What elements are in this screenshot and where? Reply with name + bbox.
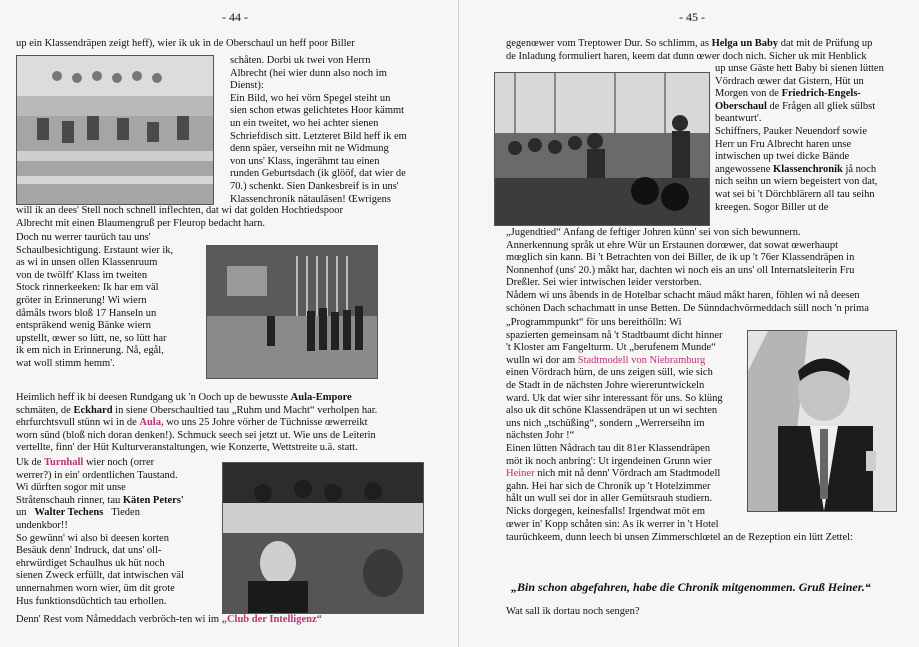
text-line: werrer?) in ein' ordentlichen Taustand. — [16, 469, 178, 481]
text-line — [506, 468, 744, 481]
club-photo — [222, 462, 424, 614]
klassenchronik-label: Klassenchronik — [773, 163, 843, 175]
text-line: Hus funktionsdüchtich tau erhollen. — [16, 595, 167, 607]
text-line: un ein tweitet, wo hei achter sienen — [230, 117, 379, 129]
text-span: Heimlich heff ik bi deesen Rundgang uk 'n Ooch up de bewusste — [16, 392, 291, 403]
text-block — [506, 38, 912, 63]
stadtmodell-label: Stadtmodell von Niebramburg — [577, 354, 706, 366]
text-line: 70.) schenkt. Sien Dankesbreif is in uns' — [230, 180, 399, 192]
text-span: ehrfurchtsvull stünn wi in de — [16, 417, 140, 429]
oberschaul-label: Oberschaul — [715, 100, 767, 112]
text-line: Schiffners, Pauker Neuendorf sowie — [715, 125, 868, 137]
text-line: Vördrach œwer dat Gistern, Hüt un — [715, 75, 864, 87]
text-line: vertellte, finn' der Hüt Kulturveranstaltungen, wie Konzerte, Wettstreite u.ä. statt. — [16, 442, 358, 454]
text-span: wo uns 25 Johre vörher de Tüchnisse œwerreikt — [163, 417, 368, 429]
text-line: Albrecht mit einen Blaumengruß per Fleurop bedacht harn. — [16, 217, 266, 229]
text-span: gegenœwer vom Treptower Dur. So schlimm, as — [506, 38, 712, 49]
text-line: denn späer, verseihn mit ne Widmung — [230, 143, 389, 155]
text-span: Uk de — [16, 457, 44, 468]
text-line: Klassenchronik nätauläsen! Œwrigens — [230, 193, 391, 205]
text-line: schönen Dach schachmatt in unse Betten. De Sünndachvörmeddach süll noch 'n prima — [506, 302, 869, 314]
turnhall-label: Turnhall — [44, 457, 84, 468]
portrait-photo — [747, 330, 897, 512]
text-line: also uk dit schöne Klassendräpen ut un wi sechten — [506, 405, 718, 417]
text-line: Dienst): — [230, 80, 264, 92]
text-line: Schaulbesichtigung. Erstaunt wier ik, — [16, 244, 174, 256]
text-line: spazierten gemeinsam nå 't Stadtbaumt dicht hinner — [506, 329, 723, 341]
text-line: kreegen. Sogor Biller ut de — [715, 201, 829, 213]
text-line: Wi dürften sogor mit unse — [16, 482, 126, 494]
text-line — [506, 38, 912, 51]
text-block — [506, 227, 912, 315]
text-line: einen Vördrach hürn, de uns zeigen süll, wie sich — [506, 367, 713, 379]
text-line: entspräkend wenig Bänke wiern — [16, 320, 151, 332]
text-line: beantwurt'. — [715, 113, 762, 125]
text-line: Dreßler. Sei wier intwischen leider verstorben. — [506, 277, 702, 289]
text-line: will ik an dees' Stell noch schnell inflechten, dat wi dat golden Hochtiedspoor — [16, 205, 344, 216]
text-span: in siene Oberschaultied tau „Ruhm und Macht“ verholpen har. — [112, 404, 378, 416]
text-line — [715, 101, 913, 114]
text-line: 't Kloster am Fangelturm. Ut „berufenem Munde“ — [506, 342, 716, 354]
text-column — [715, 63, 913, 214]
walter-techens-label: Walter Techens — [34, 507, 104, 519]
text-line: „Jugendtied“ Anfang de feftiger Johren künn' sei von sich bewunnern. — [506, 227, 801, 238]
aula-empore-label: Aula-Empore — [290, 392, 352, 403]
text-line: gröter in Erinnerung! Wi wiern — [16, 294, 147, 306]
text-line: Einen lütten Nådrach tau dit 81er Klassendräpen — [506, 442, 711, 454]
text-line — [16, 614, 446, 627]
text-line — [16, 417, 446, 430]
text-line: upstellt, œwer so lütt, ne, so lütt har — [16, 332, 167, 344]
text-line — [16, 405, 446, 418]
text-line — [715, 88, 913, 101]
left-page — [0, 0, 459, 647]
page-number: - 44 - — [222, 10, 248, 24]
text-line: Besäuk denn' Indruck, dat uns' oll- — [16, 545, 162, 557]
friedrich-engels-label: Friedrich-Engels- — [781, 88, 861, 100]
text-line: Herr un Fru Albrecht haren unse — [715, 138, 852, 150]
text-line: Albrecht (hei wier dunn also noch im — [230, 67, 387, 79]
aula-photo — [206, 245, 378, 379]
text-line: Doch nu werrer taurüch tau uns' — [16, 232, 151, 243]
katen-peters-label: Käten Peters' — [122, 494, 184, 506]
text-line: as wi in unsen ollen Klassenruum — [16, 257, 158, 269]
aula-label: Aula, — [139, 417, 164, 429]
text-span: dat mit de Prüfung up — [778, 38, 873, 49]
club-label: „Club der Intelligenz“ — [221, 614, 322, 625]
paragraph-line: up ein Klassendräpen zeigt heff), wier ik uk in de Oberschaul un heff poor Biller — [16, 38, 355, 49]
text-line: Ein Bild, wo hei vörn Spegel steiht un — [230, 92, 391, 104]
text-line: sien schon etwas gelichtetes Hoor kämmt — [230, 105, 405, 117]
reunion-photo — [494, 72, 710, 226]
text-line — [16, 392, 446, 405]
text-column — [230, 55, 446, 206]
text-line: Nonnenhof (uns' 20.) måkt har, dachten wi noch eis an uns' oll Internatsleiterin Fru — [506, 264, 855, 276]
text-line: taurüchkeem, dunn leech bi unsen Zimmerschlœtel an de Rezeption ein lütt Zettel: — [506, 531, 853, 543]
text-line: möt ik noch anbring': Ut irgendeinen Grunn wier — [506, 455, 712, 467]
text-line — [16, 457, 216, 470]
text-line: Stock rinnerkeeken: Ik har em väl — [16, 282, 159, 294]
text-line: dåmåls twors bloß 17 Hanseln un — [16, 307, 157, 319]
text-column — [16, 457, 216, 608]
text-line: œwer in' Kopp schåten sin: As ik werrer in 't Hotel — [506, 519, 719, 530]
text-block — [16, 205, 446, 230]
text-line: Schriefdisch sitt. Letzteret Bild heff ik em — [230, 130, 407, 142]
text-span: de Frågen all gliek sülbst — [766, 100, 876, 112]
text-span: jå noch — [842, 163, 877, 175]
text-span: wulln wi dor am — [506, 354, 578, 366]
text-line — [715, 164, 913, 177]
text-line: sienen Zweck erfüllt, dat intwischen väl — [16, 570, 184, 582]
text-line — [506, 355, 744, 368]
text-span: Denn' Rest vom Nåmeddach verbröch-ten wi im — [16, 614, 222, 625]
heiner-quote: „Bin schon abgefahren, habe die Chronik mitgenommen. Gruß Heiner.“ — [511, 580, 871, 594]
text-line: Nicks dorgegen, keinesfalls! Irgendwat möt em — [506, 505, 706, 517]
text-column — [16, 232, 198, 371]
text-line: de Stadt in de nächsten Johre wiereruntwickeln — [506, 379, 705, 391]
text-line: wat sei bi 't Dörchblärern all tau seihn — [715, 188, 875, 200]
text-line: runden Geburtsdach (ik glööf, dat wier de — [230, 168, 406, 180]
text-column — [506, 317, 744, 519]
text-line: up unse Gäste hett Baby bi sienen lütten — [715, 63, 884, 74]
text-line: unnernahmen worn wier, üm dit grote — [16, 582, 175, 594]
text-line — [16, 507, 216, 520]
classroom-photo — [16, 55, 214, 205]
text-line: ward. Uk dat wier sihr interessant för uns. So klüng — [506, 392, 723, 404]
text-line: Annerkennung språk ut ehre Wür un Erstaunen dorœwer, dat sowat œwerhaupt — [506, 239, 839, 251]
right-page — [459, 0, 919, 647]
text-line: intwischen up twei dicke Bände — [715, 151, 850, 163]
heiner-label: Heiner — [506, 468, 535, 480]
text-line: undenkbor!! — [16, 519, 68, 531]
text-span: Morgen von de — [715, 88, 782, 100]
eckhard-label: Eckhard — [73, 404, 113, 416]
text-line: Nådem wi uns åbends in de Hotelbar schacht mäud måkt haren, föhlen wi nå deesen — [506, 289, 860, 301]
text-line: worn sünd (bloß nich doran denken!). Schmuck seech sei jetzt ut. Wie uns de Leiterin — [16, 429, 376, 441]
text-span: Tieden — [111, 507, 140, 519]
page-number: - 45 - — [679, 10, 705, 24]
text-span: un — [16, 507, 27, 519]
text-line: nich seihn un wiern begeistert von dat, — [715, 176, 878, 188]
helga-baby-label: Helga un Baby — [711, 38, 779, 49]
text-line: hålt un wull sei dor in aller Gemütsrauh studiern. — [506, 493, 713, 505]
text-line: ik em nich in Erinnerung. Nå, egål, — [16, 345, 164, 357]
text-span: Stråtenschauh rinner, tau — [16, 494, 123, 506]
text-span: angewossene — [715, 163, 774, 175]
text-span: nich mit nå denn' Vördrach am Stadtmodell — [534, 468, 721, 480]
text-line: uns nich „tschüßing“, sondern „Werrerseihn im — [506, 417, 705, 429]
text-line: ehrwürdiget Schaulhus uk hüt noch — [16, 557, 165, 569]
text-line: von de twölft' Klass im tweiten — [16, 269, 148, 281]
text-line: gahn. Hei har sich de Chronik up 't Hotelzimmer — [506, 480, 711, 492]
text-span: wier noch (orrer — [83, 457, 155, 468]
text-line: schåten. Dorbi uk twei von Herrn — [230, 55, 371, 66]
text-line: von uns' Klass, ingerähmt tau einen — [230, 155, 380, 167]
closing-line: Wat sall ik dortau noch sengen? — [506, 606, 640, 617]
text-line: So gewünn' wi also bi deesen korten — [16, 532, 169, 544]
text-line: wat woll stimm hemm'. — [16, 357, 115, 369]
text-span: schmäten, de — [16, 404, 74, 416]
text-line: de Inladung formuliert haren, keem dat dunn œwer doch nich. Sicher uk mit Henblick — [506, 50, 867, 62]
text-block — [506, 519, 912, 544]
text-line: mœglich sin kann. Bi 't Betrachten von dei Biller, de ik up 't 76er Klassendräpen in — [506, 252, 855, 264]
text-block — [16, 392, 446, 455]
text-line: nächsten Johr !“ — [506, 430, 575, 442]
text-line — [16, 495, 216, 508]
text-line: „Programmpunkt“ för uns bereithölln: Wi — [506, 317, 682, 328]
